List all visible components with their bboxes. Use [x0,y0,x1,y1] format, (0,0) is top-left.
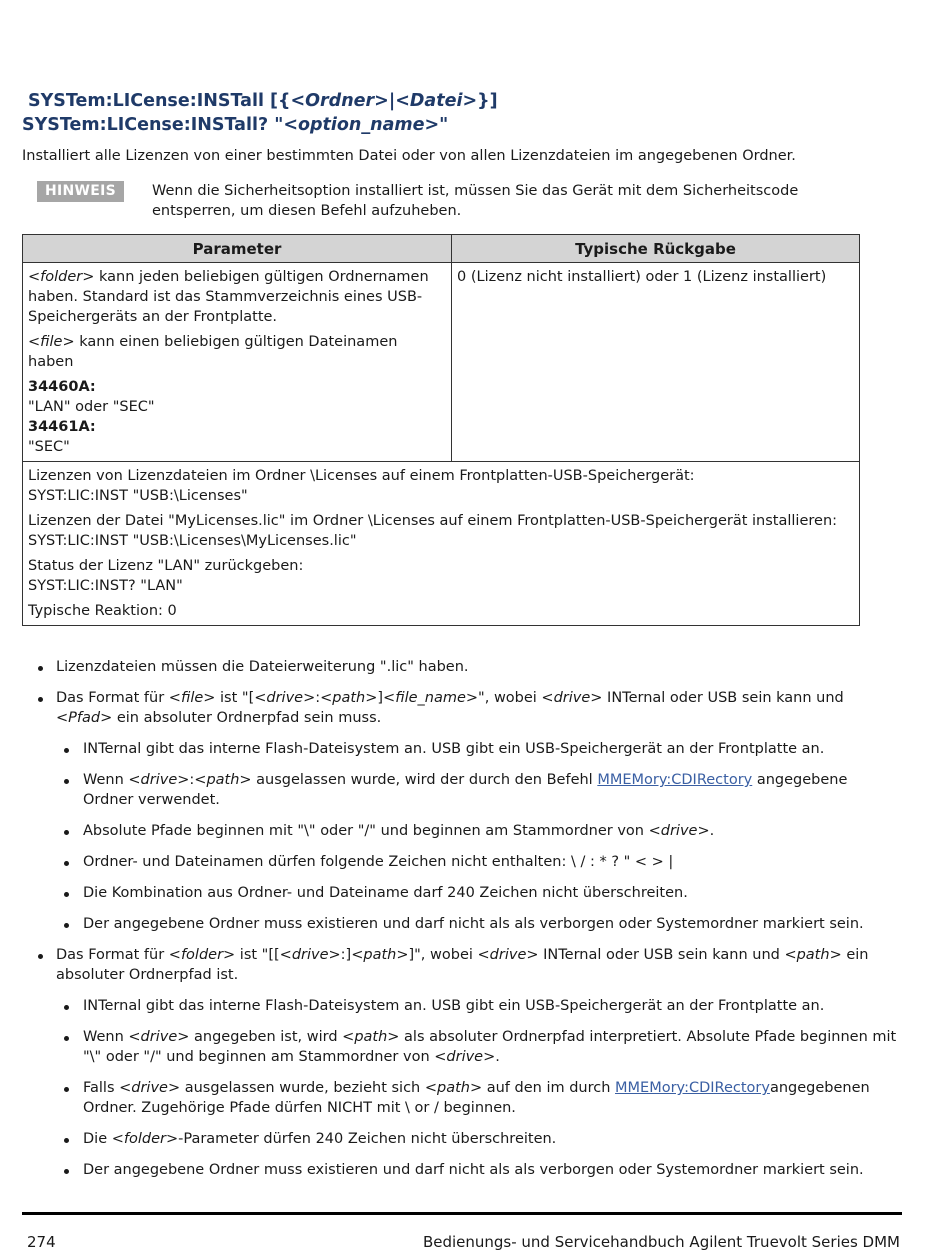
note-text: Wenn die Sicherheitsoption installiert ist, müssen Sie das Gerät mit dem Sicherheitscode entsperren, um diesen Befehl aufzuheben. [152,183,799,219]
model-34460a-values: "LAN" oder "SEC" [28,399,155,415]
list-item: Die Kombination aus Ordner- und Dateiname darf 240 Zeichen nicht überschreiten. [22,883,902,903]
list-item: Der angegebene Ordner muss existieren und darf nicht als als verborgen oder Systemordner markiert sein. [22,914,902,934]
model-34461a: 34461A: [28,419,96,435]
header-return: Typische Rückgabe [452,235,860,263]
return-cell: 0 (Lizenz nicht installiert) oder 1 (Lizenz installiert) [452,263,860,462]
list-item: Das Format für <file> ist "[<drive>:<path>]<file_name>", wobei <drive> INTernal oder USB sein kann und <Pfad> ein absoluter Ordnerpfad sein muss. [22,688,902,728]
list-item: Ordner- und Dateinamen dürfen folgende Zeichen nicht enthalten: \ / : * ? " < > | [22,852,902,872]
list-item: Lizenzdateien müssen die Dateierweiterung ".lic" haben. [22,657,902,677]
parameter-cell [23,263,452,462]
mmemory-cdirectory-link[interactable]: MMEMory:CDIRectory [615,1080,770,1096]
list-item: Falls <drive> ausgelassen wurde, bezieht sich <path> auf den im durch MMEMory:CDIRectoryangegebenen Ordner. Zugehörige Pfade dürfen NICHT mit \ or / beginnen. [22,1078,902,1118]
example-3: Status der Lizenz "LAN" zurückgeben: SYST:LIC:INST? "LAN" [28,558,304,594]
model-34461a-values: "SEC" [28,439,70,455]
model-34460a: 34460A: [28,379,96,395]
list-item: Die <folder>-Parameter dürfen 240 Zeichen nicht überschreiten. [22,1129,902,1149]
examples-cell [23,462,860,626]
list-item: Der angegebene Ordner muss existieren und darf nicht als als verborgen oder Systemordner markiert sein. [22,1160,902,1180]
command-heading: SYSTem:LICense:INSTall [{<Ordner>|<Datei>}] [28,91,498,111]
query-heading: SYSTem:LICense:INSTall? "<option_name>" [22,115,449,135]
list-item: INTernal gibt das interne Flash-Dateisystem an. USB gibt ein USB-Speichergerät an der Frontplatte an. [22,996,902,1016]
table-row [23,263,860,462]
header-parameter: Parameter [23,235,452,263]
list-item: Absolute Pfade beginnen mit "\" oder "/" und beginnen am Stammordner von <drive>. [22,821,902,841]
example-2: Lizenzen der Datei "MyLicenses.lic" im Ordner \Licenses auf einem Frontplatten-USB-Speichergerät installieren: SYST:LIC:INST "USB:\Licenses\MyLicenses.lic" [28,513,838,549]
file-param: <file> kann einen beliebigen gültigen Dateinamen haben [28,334,398,370]
table-row [23,462,860,626]
typical-reaction: Typische Reaktion: 0 [28,603,177,619]
list-item: INTernal gibt das interne Flash-Dateisystem an. USB gibt ein USB-Speichergerät an der Frontplatte an. [22,739,902,759]
notes-list [22,657,902,1191]
mmemory-cdirectory-link[interactable]: MMEMory:CDIRectory [597,772,753,788]
intro-text: Installiert alle Lizenzen von einer bestimmten Datei oder von allen Lizenzdateien im angegebenen Ordner. [22,148,796,164]
page-number: 274 [27,1233,56,1251]
table-header-row [23,235,860,263]
list-item: Wenn <drive>:<path> ausgelassen wurde, wird der durch den Befehl MMEMory:CDIRectory angegebene Ordner verwendet. [22,770,902,810]
folder-param: <folder> kann jeden beliebigen gültigen Ordnernamen haben. Standard ist das Stammverzeichnis eines USB-Speichergeräts an der Frontplatte. [28,269,429,325]
example-1: Lizenzen von Lizenzdateien im Ordner \Licenses auf einem Frontplatten-USB-Speichergerät: SYST:LIC:INST "USB:\Licenses" [28,468,695,504]
parameter-table [22,234,860,626]
footer-divider [22,1212,902,1215]
list-item: Wenn <drive> angegeben ist, wird <path> als absoluter Ordnerpfad interpretiert. Absolute Pfade beginnen mit "\" oder "/" und beginnen am Stammordner von <drive>. [22,1027,902,1067]
note-badge: HINWEIS [37,181,124,202]
list-item: Das Format für <folder> ist "[[<drive>:]<path>]", wobei <drive> INTernal oder USB sein kann und <path> ein absoluter Ordnerpfad ist. [22,945,902,985]
footer-title: Bedienungs- und Servicehandbuch Agilent Truevolt Series DMM [422,1233,900,1251]
